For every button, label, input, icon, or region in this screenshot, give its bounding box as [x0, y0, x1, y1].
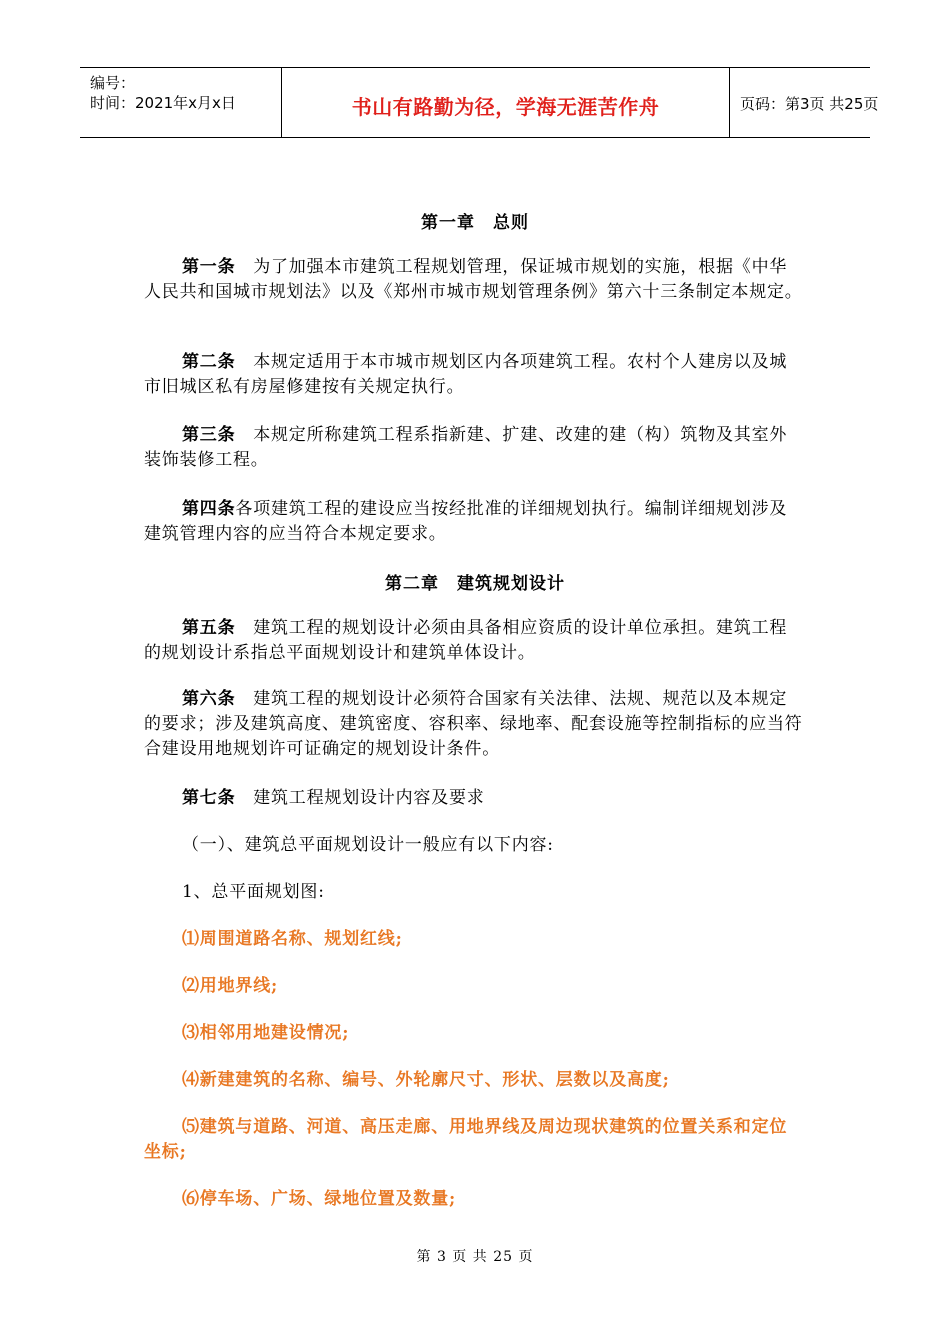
article-1-label: 第一条 [182, 257, 236, 277]
article-5-label: 第五条 [182, 618, 236, 638]
motto-text: 书山有路勤为径，学海无涯苦作舟 [351, 95, 660, 119]
article-6-text: 建筑工程的规划设计必须符合国家有关法律、法规、规范以及本规定的要求；涉及建筑高度、建筑密度、容积率、绿地率、配套设施等控制指标的应当符合建设用地规划许可证确定的规划设计条件。 [144, 689, 803, 759]
article-6 [144, 687, 804, 762]
list-item-2: ⑵用地界线; [182, 976, 279, 996]
page-header [80, 67, 879, 138]
chapter-two-title: 第二章 建筑规划设计 [385, 574, 565, 594]
list-item-1: ⑴周围道路名称、规划红线; [182, 929, 403, 949]
article-3-text: 本规定所称建筑工程系指新建、扩建、改建的建（构）筑物及其室外装饰装修工程。 [144, 425, 788, 470]
article-1-text: 为了加强本市建筑工程规划管理，保证城市规划的实施，根据《中华人民共和国城市规划法》以及《郑州市城市规划管理条例》第六十三条制定本规定。 [144, 257, 803, 302]
item-1-heading: 1、总平面规划图: [182, 882, 325, 902]
article-4-label: 第四条 [182, 499, 236, 519]
header-left-cell [80, 68, 281, 137]
article-4-text: 各项建筑工程的建设应当按经批准的详细规划执行。编制详细规划涉及建筑管理内容的应当符合本规定要求。 [144, 499, 788, 544]
article-3-label: 第三条 [182, 425, 236, 445]
document-time-label: 时间：2021年x月x日 [90, 94, 236, 112]
header-motto-cell [281, 68, 730, 137]
article-4 [144, 497, 804, 547]
article-6-label: 第六条 [182, 689, 236, 709]
subsection-heading: （一）、建筑总平面规划设计一般应有以下内容: [182, 835, 554, 855]
article-7-text: 建筑工程规划设计内容及要求 [235, 788, 485, 808]
article-2 [144, 350, 804, 400]
article-2-text: 本规定适用于本市城市规划区内各项建筑工程。农村个人建房以及城市旧城区私有房屋修建按有关规定执行。 [144, 352, 788, 397]
article-5 [144, 616, 804, 666]
article-2-label: 第二条 [182, 352, 236, 372]
article-7 [144, 786, 804, 811]
article-1 [144, 255, 804, 305]
page-info-label: 页码：第3页 共25页 [740, 95, 879, 113]
page-footer: 第 3 页 共 25 页 [416, 1249, 534, 1265]
article-7-label: 第七条 [182, 788, 236, 808]
article-3 [144, 423, 804, 473]
list-item-6: ⑹停车场、广场、绿地位置及数量; [182, 1189, 457, 1209]
chapter-one-title: 第一章 总则 [421, 213, 529, 233]
list-item-3: ⑶相邻用地建设情况; [182, 1023, 350, 1043]
article-5-text: 建筑工程的规划设计必须由具备相应资质的设计单位承担。建筑工程的规划设计系指总平面规划设计和建筑单体设计。 [144, 618, 788, 663]
document-number-label: 编号： [90, 74, 136, 92]
list-item-4: ⑷新建建筑的名称、编号、外轮廓尺寸、形状、层数以及高度; [182, 1070, 670, 1090]
list-item-5: ⑸建筑与道路、河道、高压走廊、用地界线及周边现状建筑的位置关系和定位坐标; [144, 1117, 788, 1162]
header-page-cell [729, 68, 879, 137]
